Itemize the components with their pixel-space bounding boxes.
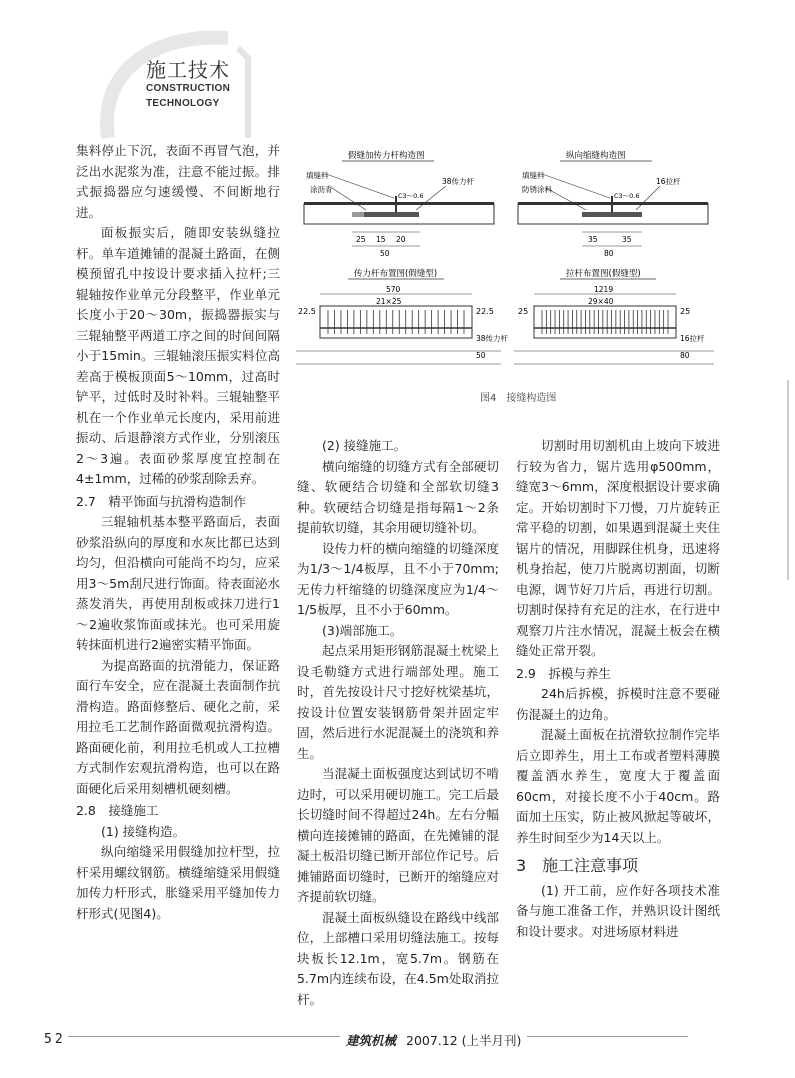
- subsection-heading: 2.7 精平饰面与抗滑构造制作: [76, 493, 246, 509]
- label-dowel-plan: 38传力杆: [476, 334, 509, 343]
- dim-35a: 35: [588, 235, 598, 244]
- dim-left: 22.5: [298, 307, 316, 316]
- label-asphalt: 涂沥青: [310, 185, 333, 194]
- paragraph: 纵向缩缝采用假缝加拉杆型，拉杆采用螺纹钢筋。横缝缩缝采用假缝加传力杆形式，胀缝采用平缝加传力杆形式(见图4)。: [76, 844, 280, 921]
- figure-left-plan-title: 传力杆布置图(假缝型): [354, 269, 438, 279]
- column-3: [516, 436, 720, 942]
- paragraph: 集料停止下沉，表面不再冒气泡，并泛出水泥浆为准，注意不能过振。排式振捣器应匀速缓慢、不间断地行进。: [76, 143, 280, 220]
- paragraph: 当混凝土面板强度达到试切不啃边时，可以采用硬切施工。完工后最长切缝时间不得超过24h。左右分幅横向连接摊铺的路面，在先摊铺的混凝土板沿切缝已断开部位作记号。后摊铺路面切缝时，已断开的缩缝应对齐提前软切缝。: [297, 766, 499, 904]
- item-heading: (2) 接缝施工。: [322, 438, 407, 453]
- dim-mid: 21×25: [376, 297, 402, 306]
- paragraph: 横向缩缝的切缝方式有全部硬切缝、软硬结合切缝和全部软切缝3种。软硬结合切缝是指每隔1～2条提前软切缝，其余用硬切缝补切。: [297, 458, 499, 535]
- paragraph: 24h后拆模，拆模时注意不要碰伤混凝土的边角。: [516, 686, 720, 722]
- label-dowel: 38传力杆: [442, 177, 475, 186]
- figure-right-plan-title: 拉杆布置图(假缝型): [566, 269, 641, 279]
- figure-left-title: 假缝加传力杆构造图: [348, 151, 425, 161]
- page-edge-shadow: [787, 380, 789, 580]
- dim-h: 50: [476, 351, 486, 360]
- dim-20: 20: [396, 235, 406, 244]
- paragraph: (1) 开工前，应作好各项技术准备与施工准备工作，并熟识设计图纸和设计要求。对进场原材料进: [516, 882, 720, 939]
- label-anticorrosion: 防锈涂料: [522, 185, 552, 194]
- dim-15: 15: [376, 235, 386, 244]
- figure-joint-construction: [296, 146, 716, 391]
- paragraph: 起点采用矩形钢筋混凝土枕梁上设毛勒缝方式进行端部处理。施工时，首先按设计尺寸挖好枕梁基坑，按设计位置安装钢筋骨架并固定牢固，然后进行水泥混凝土的浇筑和养生。: [297, 643, 499, 761]
- paragraph: 面板振实后，随即安装纵缝拉杆。单车道摊铺的混凝土路面，在侧模预留孔中按设计要求插入拉杆;三辊轴按作业单元分段整平，作业单元长度小于20～30m，振捣器振实与三辊轴整平两道工序之间的时间间隔小于15min。三辊轴滚压振实料位高差高于模板顶面5～10mm，过高时铲平，过低时及时补料。三辊轴整平机在一个作业单元长度内，采用前进振动、后退静滚方式作业，分别滚压2～3遍。表面砂浆厚度宜控制在4±1mm，过稀的砂浆刮除丢弃。: [76, 225, 280, 486]
- paragraph: 为提高路面的抗滑能力，保证路面行车安全，应在混凝土表面制作抗滑构造。路面修整后、硬化之前，采用拉毛工艺制作路面微观抗滑构造。路面硬化前，利用拉毛机或人工拉槽方式制作宏观抗滑构造，也可以在路面硬化后采用刻槽机硬刻槽。: [76, 657, 280, 796]
- paragraph: 切割时用切割机由上坡向下坡进行较为省力，锯片选用φ500mm，缝宽3～6mm，深度根据设计要求确定。开始切割时下刀慢，刀片旋转正常平稳的切割，如果遇到混凝土夹住锯片的情况，用脚踩住机身，迅速将机身抬起，使刀片脱离切割面，切断电源，调节好刀片后，再进行切割。切割时保持有充足的注水，在行进中观察刀片注水情况，混凝土板会在横缝处正常开裂。: [516, 438, 720, 658]
- figure-right-section: [514, 150, 714, 364]
- dim-h: 80: [680, 351, 690, 360]
- paragraph: 设传力杆的横向缩缝的切缝深度为1/3～1/4板厚，且不小于70mm;无传力杆缩缝的切缝深度应为1/4～1/5板厚，且不小于60mm。: [297, 540, 499, 617]
- dim-25: 25: [356, 235, 366, 244]
- dim-35b: 35: [622, 235, 632, 244]
- item-heading: (3)端部施工。: [322, 622, 403, 638]
- issue-info: 2007.12 (上半月刊): [406, 1033, 522, 1048]
- figure-left-section: [296, 150, 509, 364]
- subsection-heading: 2.9 拆模与养生: [516, 665, 611, 681]
- footer-journal: [340, 1031, 527, 1049]
- label-fill: 填缝料: [306, 171, 329, 180]
- magazine-name: 建筑机械: [346, 1033, 397, 1048]
- section-heading: 3 施工注意事项: [516, 856, 639, 875]
- dim-mid: 29×40: [588, 297, 614, 306]
- label-tiebar-plan: 16拉杆: [680, 334, 705, 343]
- dim-right: 22.5: [476, 307, 494, 316]
- paragraph: 混凝土面板在抗滑软拉制作完毕后立即养生，用土工布或者塑料薄膜覆盖洒水养生，宽度大于覆盖面60cm，对接长度不小于40cm。路面加土压实，防止被风掀起等破坏，养生时间至少为14天以上。: [516, 727, 720, 845]
- column-2: [297, 436, 499, 1010]
- label-fill: 填缝料: [522, 171, 545, 180]
- dim-80: 80: [604, 249, 614, 258]
- figure-caption: 图4 接缝构造图: [480, 393, 557, 404]
- dim-50: 50: [380, 249, 390, 258]
- dim-left: 25: [518, 307, 529, 316]
- paragraph: 混凝土面板纵缝设在路线中线部位，上部槽口采用切缝法施工。按每块板长12.1m，宽5.7m。钢筋在5.7m内连续布设，在4.5m处取消拉杆。: [297, 909, 499, 1007]
- figure-right-title: 纵向缩缝构造图: [566, 151, 626, 161]
- label-tiebar: 16拉杆: [656, 177, 681, 186]
- dim-right: 25: [680, 307, 691, 316]
- item-heading: (1) 接缝构造。: [101, 823, 186, 839]
- label-cut: C3～0.6: [398, 192, 424, 200]
- dim-total: 1219: [594, 285, 614, 294]
- section-title: 施工技术: [146, 58, 230, 82]
- column-1: [76, 141, 280, 924]
- subsection-heading: 2.8 接缝施工: [76, 803, 159, 818]
- paragraph: 三辊轴机基本整平路面后，表面砂浆沿纵向的厚度和水灰比都已达到均匀，但沿横向可能尚不均匀，应采用3～5m刮尺进行饰面。待表面泌水蒸发消失，再使用刮板或抹刀进行1～2遍收浆饰面或抹光。也可采用旋转抹面机进行2遍密实精平饰面。: [76, 514, 280, 652]
- dim-total: 570: [386, 285, 401, 294]
- section-title-en: CONSTRUCTION TECHNOLOGY: [146, 83, 231, 109]
- page-number: 52: [44, 1032, 66, 1047]
- label-cut: C3～0.6: [614, 192, 640, 200]
